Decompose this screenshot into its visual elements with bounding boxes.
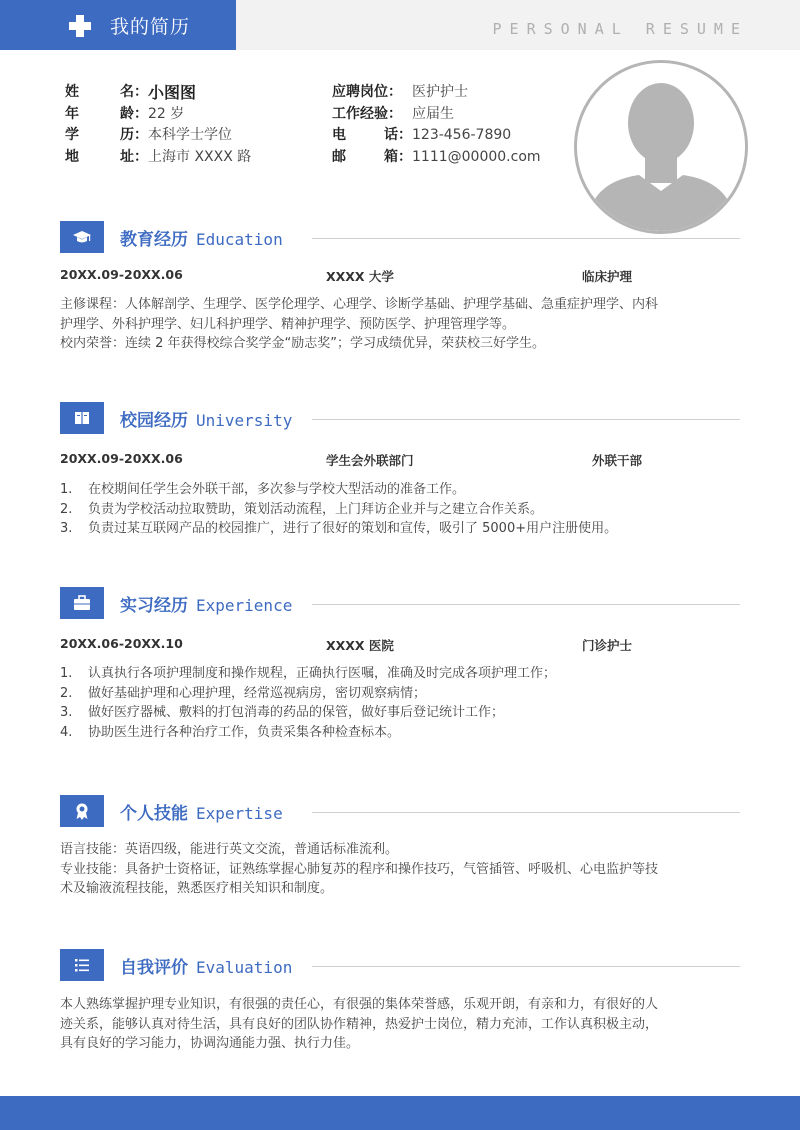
list-text: 做好基础护理和心理护理，经常巡视病房，密切观察病情； — [88, 685, 427, 701]
list-item — [60, 519, 744, 539]
info-label: 工作经验： — [332, 105, 402, 122]
text-line: 具有良好的学习能力，协调沟通能力强、执行力佳。 — [60, 1036, 360, 1051]
person-silhouette-icon — [577, 63, 745, 231]
text-line: 专业技能：具备护士资格证，证熟练掌握心肺复苏的程序和操作技巧，气管插管、呼吸机、心电监护等技 — [60, 861, 659, 877]
list-number: 2. — [60, 501, 73, 517]
info-degree-value: 本科学士学位 — [148, 127, 232, 143]
info-label: 龄： — [120, 105, 148, 122]
list-text: 做好医疗器械、敷料的打包消毒的药品的保管，做好事后登记统计工作； — [88, 705, 505, 720]
basic-info-left — [65, 82, 251, 168]
briefcase-icon — [60, 587, 104, 619]
section-divider — [312, 419, 740, 420]
list-item — [60, 500, 744, 520]
internship-items — [60, 664, 744, 742]
list-item — [60, 703, 744, 723]
info-label: 邮 — [332, 148, 346, 165]
basic-info-right — [332, 82, 541, 168]
info-label: 年 — [65, 105, 79, 122]
list-item — [60, 664, 744, 684]
info-phone-value[interactable]: 123-456-7890 — [412, 127, 512, 143]
header-title-box — [0, 0, 236, 50]
text-line: 语言技能：英语四级，能进行英文交流，普通话标准流利。 — [60, 842, 399, 857]
education-period: 20XX.09-20XX.06 — [60, 267, 183, 282]
text-line: 迹关系，能够认真对待生活，具有良好的团队协作精神，热爱护士岗位，精力充沛，工作认真积极主动， — [60, 1016, 659, 1032]
info-label: 址： — [120, 148, 148, 165]
page-title: 我的简历 — [110, 16, 191, 38]
education-major: 临床护理 — [582, 269, 633, 284]
list-text: 在校期间任学生会外联干部，多次参与学校大型活动的准备工作。 — [88, 482, 466, 497]
section-education — [60, 221, 740, 253]
list-number: 1. — [60, 482, 73, 497]
info-label: 话： — [384, 127, 412, 143]
info-label: 箱： — [384, 148, 412, 165]
education-details — [60, 295, 744, 354]
campus-items — [60, 480, 744, 539]
section-divider — [312, 812, 740, 813]
info-label: 学 — [65, 127, 79, 143]
evaluation-details — [60, 995, 744, 1054]
section-title: 自我评价 — [120, 958, 188, 978]
section-divider — [312, 966, 740, 967]
footer-bar — [0, 1096, 800, 1130]
section-title-en: Education — [196, 230, 283, 249]
internship-role: 门诊护士 — [582, 638, 633, 653]
internship-meta — [60, 636, 740, 656]
campus-period: 20XX.09-20XX.06 — [60, 451, 183, 466]
info-experience-value: 应届生 — [412, 105, 454, 122]
list-text: 协助医生进行各种治疗工作，负责采集各种检查标本。 — [88, 724, 401, 740]
award-icon — [60, 795, 104, 827]
section-internship — [60, 587, 740, 619]
internship-org: XXXX 医院 — [326, 638, 394, 653]
list-item — [60, 723, 744, 743]
page-subtitle-en: PERSONAL RESUME — [492, 20, 748, 38]
section-skills — [60, 795, 740, 827]
section-evaluation — [60, 949, 740, 981]
text-line: 校内荣誉：连续 2 年获得校综合奖学金“励志奖”；学习成绩优异，荣获校三好学生。 — [60, 336, 546, 351]
campus-role: 外联干部 — [592, 453, 643, 468]
section-title: 教育经历 — [120, 230, 188, 250]
section-divider — [312, 238, 740, 239]
info-email-value[interactable]: 1111@00000.com — [412, 148, 541, 165]
info-address-value: 上海市 XXXX 路 — [148, 148, 252, 165]
graduation-cap-icon — [60, 221, 104, 253]
education-school: XXXX 大学 — [326, 269, 394, 284]
info-position-row — [332, 82, 541, 104]
section-campus — [60, 402, 740, 434]
section-title: 校园经历 — [120, 411, 188, 431]
info-label: 电 — [332, 127, 346, 143]
section-title-en: Experience — [196, 596, 293, 615]
campus-meta — [60, 451, 740, 471]
info-label: 历： — [120, 127, 148, 143]
info-degree-row — [65, 125, 251, 147]
list-number: 2. — [60, 685, 73, 701]
list-number: 3. — [60, 705, 73, 720]
list-text: 负责过某互联网产品的校园推广，进行了很好的策划和宣传，吸引了 5000+用户注册使用。 — [88, 521, 618, 536]
section-title: 个人技能 — [120, 804, 188, 824]
info-label: 姓 — [65, 84, 79, 100]
text-line: 本人熟练掌握护理专业知识，有很强的责任心，有很强的集体荣誉感，乐观开朗，有亲和力，有很好的人 — [60, 997, 659, 1012]
campus-org: 学生会外联部门 — [326, 453, 414, 468]
info-label: 地 — [65, 148, 79, 165]
section-title-en: University — [196, 411, 293, 430]
text-line: 主修课程：人体解剖学、生理学、医学伦理学、心理学、诊断学基础、护理学基础、急重症护理学、内科 — [60, 297, 659, 312]
info-age-row — [65, 104, 251, 126]
medical-cross-icon — [69, 15, 91, 37]
education-meta — [60, 267, 740, 287]
info-experience-row — [332, 104, 541, 126]
skills-details — [60, 840, 744, 899]
avatar — [574, 60, 748, 234]
section-title-en: Expertise — [196, 804, 283, 823]
info-name-value: 小图图 — [148, 83, 197, 102]
info-age-value: 22 岁 — [148, 105, 185, 122]
info-name-row — [65, 82, 251, 104]
text-line: 术及输液流程技能，熟悉医疗相关知识和制度。 — [60, 881, 334, 896]
list-item — [60, 684, 744, 704]
info-label: 名： — [120, 84, 148, 100]
list-icon — [60, 949, 104, 981]
info-label: 应聘岗位： — [332, 84, 402, 100]
info-phone-row — [332, 125, 541, 147]
book-icon — [60, 402, 104, 434]
info-email-row — [332, 147, 541, 169]
internship-period: 20XX.06-20XX.10 — [60, 636, 183, 651]
section-title: 实习经历 — [120, 596, 188, 616]
list-text: 认真执行各项护理制度和操作规程，正确执行医嘱，准确及时完成各项护理工作； — [88, 666, 557, 681]
list-text: 负责为学校活动拉取赞助，策划活动流程，上门拜访企业并与之建立合作关系。 — [88, 501, 544, 517]
info-address-row — [65, 147, 251, 169]
list-number: 4. — [60, 724, 73, 740]
text-line: 护理学、外科护理学、妇儿科护理学、精神护理学、预防医学、护理管理学等。 — [60, 316, 516, 332]
section-title-en: Evaluation — [196, 958, 293, 977]
info-position-value: 医护护士 — [412, 84, 468, 100]
list-number: 1. — [60, 666, 73, 681]
section-divider — [312, 604, 740, 605]
list-number: 3. — [60, 521, 73, 536]
list-item — [60, 480, 744, 500]
